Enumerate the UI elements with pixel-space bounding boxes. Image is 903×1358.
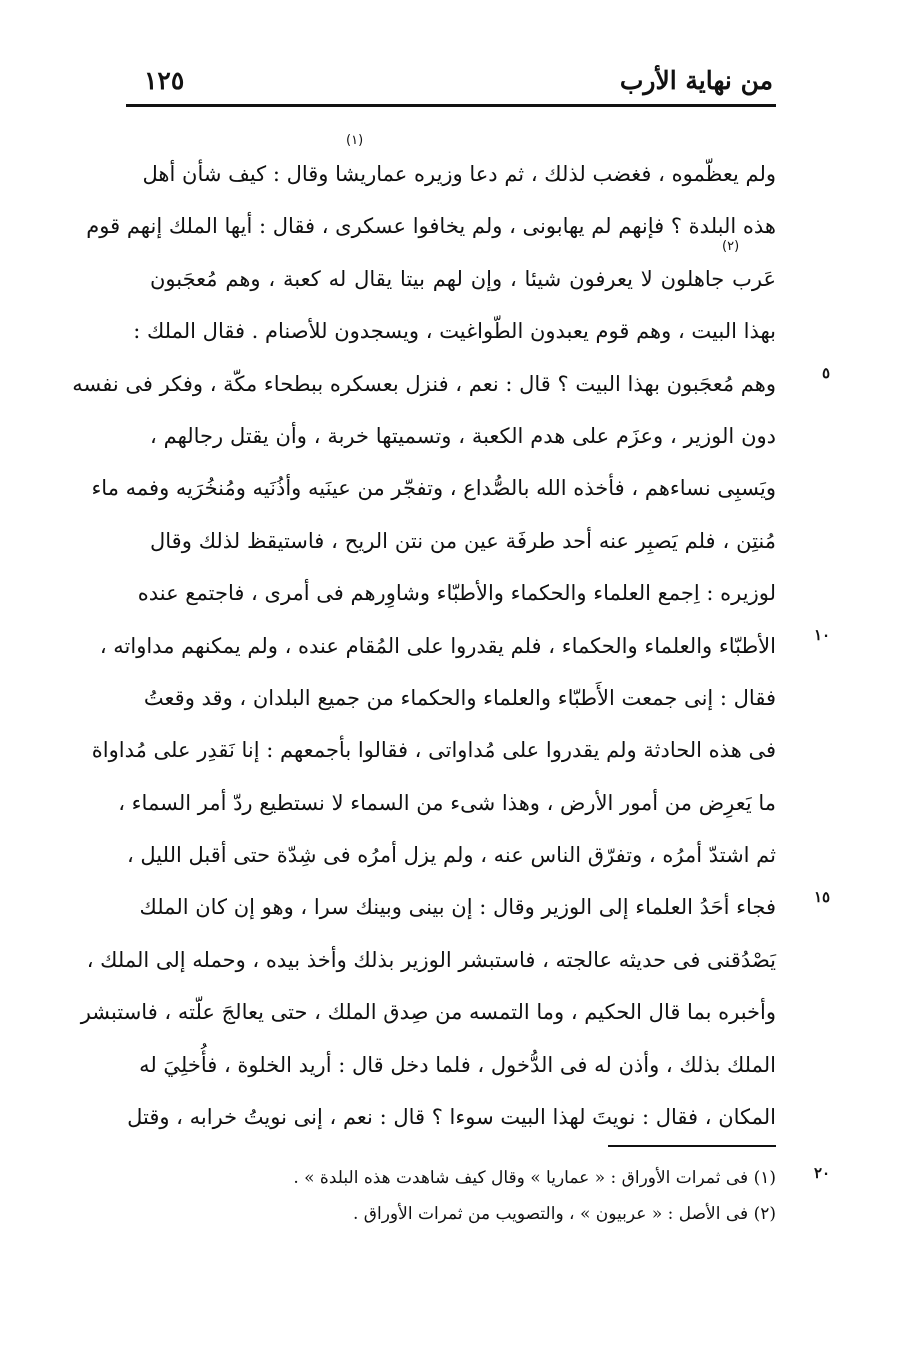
text-line: وأخبره بما قال الحكيم ، وما التمسه من صِدق الملك ، حتى يعالجَ علّته ، فاستبشر	[80, 1000, 776, 1025]
footnote: (١) فى ثمرات الأوراق : « عماريا » وقال كيف شاهدت هذه البلدة » .	[293, 1168, 776, 1188]
text-line: لوزيره : اِجمع العلماء والحكماء والأطبّاء وشاوِرهم فى أمرى ، فاجتمع عنده	[137, 581, 776, 606]
footnote-mark-1: (١)	[346, 133, 364, 148]
page-header	[130, 60, 773, 100]
footnote-mark-2: (٢)	[722, 239, 740, 254]
text-line: بهذا البيت ، وهم قوم يعبدون الطّواغيت ، ويسجدون للأصنام . فقال الملك :	[133, 319, 776, 344]
text-line: فجاء أحَدُ العلماء إلى الوزير وقال : إن بينى وبينك سرا ، وهو إن كان الملك	[139, 895, 776, 920]
line-number-5: ٥	[822, 364, 831, 382]
text-line: الملك بذلك ، وأذن له فى الدُّخول ، فلما دخل قال : أريد الخلوة ، فأُخلِيَ له	[139, 1052, 776, 1077]
header-rule	[126, 104, 776, 107]
text-line: عَرب جاهلون لا يعرفون شيئا ، وإن لهم بيتا يقال له كعبة ، وهم مُعجَبون	[150, 266, 776, 291]
text-line: مُنتِن ، فلم يَصبِر عنه أحد طرفَة عين من نتن الريح ، فاستيقظ لذلك وقال	[150, 528, 776, 553]
text-line: المكان ، فقال : نويتَ لهذا البيت سوءا ؟ قال : نعم ، إنى نويتُ خرابه ، وقتل	[127, 1105, 776, 1130]
text-line: ويَسبِى نساءهم ، فأخذه الله بالصُّداع ، وتفجّر من عينَيه وأذُنَيه ومُنخُرَيه وفمه ماء	[91, 476, 776, 501]
body-text	[72, 148, 776, 1143]
line-number-10: ١٠	[814, 626, 831, 644]
running-title: من نهاية الأرب	[619, 66, 773, 95]
text-line: الأطبّاء والعلماء والحكماء ، فلم يقدروا على المُقام عنده ، ولم يمكنهم مداواته ،	[99, 633, 776, 658]
text-line: دون الوزير ، وعزَم على هدم الكعبة ، وتسميتها خربة ، وأن يقتل رجالهم ،	[150, 423, 776, 448]
text-line: فى هذه الحادثة ولم يقدروا على مُداواتى ، فقالوا بأجمعهم : إنا نَقدِر على مُداواة	[91, 738, 776, 763]
line-number-15: ١٥	[814, 888, 831, 906]
page-number: ١٢٥	[144, 66, 185, 95]
text-line: فقال : إنى جمعت الأَطبّاء والعلماء والحكماء من جميع البلدان ، وقد وقعتُ	[143, 685, 776, 710]
footnote: (٢) فى الأصل : « عربيون » ، والتصويب من ثمرات الأوراق .	[352, 1204, 776, 1224]
footnotes	[200, 1160, 776, 1232]
text-line: ولم يعظّموه ، فغضب لذلك ، ثم دعا وزيره عماريشا وقال : كيف شأن أهل	[142, 162, 776, 186]
footnote-rule	[608, 1145, 776, 1147]
text-line: ما يَعرِض من أمور الأرض ، وهذا شىء من السماء لا نستطيع ردّ أمر السماء ،	[118, 790, 776, 815]
line-number-20: ٢٠	[814, 1164, 831, 1182]
text-line: يَصْدُقنى فى حديثه عالجته ، فاستبشر الوزير بذلك وأخذ بيده ، وحمله إلى الملك ،	[86, 947, 776, 972]
text-line: ثم اشتدّ أمرُه ، وتفرّق الناس عنه ، ولم يزل أمرُه فى شِدّة حتى أقبل الليل ،	[126, 843, 776, 868]
text-line: هذه البلدة ؟ فإنهم لم يهابونى ، ولم يخافوا عسكرى ، فقال : أيها الملك إنهم قوم	[86, 214, 776, 239]
text-line: وهم مُعجَبون بهذا البيت ؟ قال : نعم ، فنزل بعسكره ببطحاء مكّة ، وفكر فى نفسه	[72, 371, 776, 396]
